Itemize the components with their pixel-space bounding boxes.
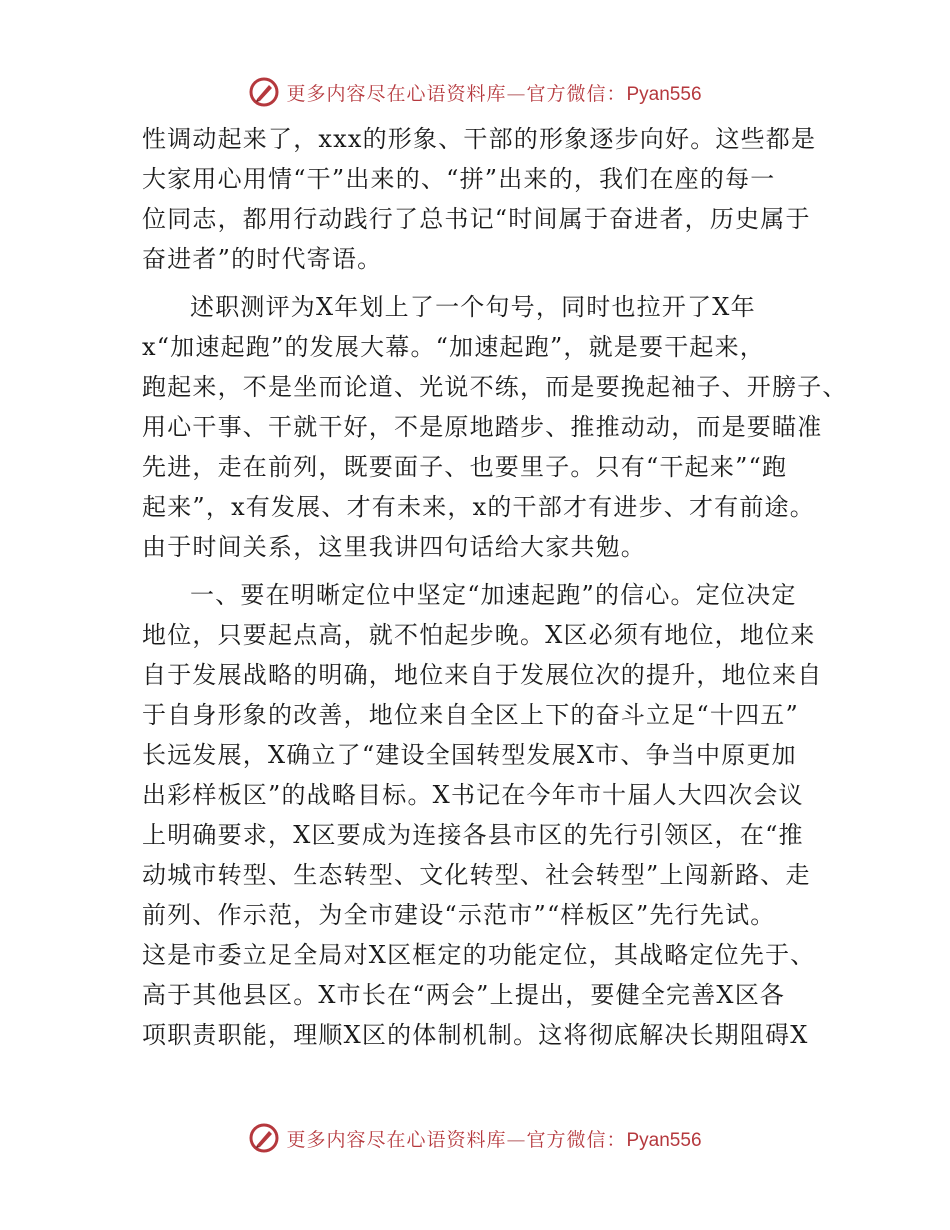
header-banner-wechat-id: Pyan556	[626, 83, 702, 105]
paragraph-line: 前列、作示范，为全市建设“示范市”“样板区”先行先试。	[142, 901, 776, 929]
paragraph-line: 自于发展战略的明确，地位来自于发展位次的提升，地位来自	[142, 661, 823, 689]
header-banner-suffix: 官方微信：	[526, 82, 627, 105]
footer-banner-text	[286, 1125, 701, 1152]
footer-banner	[0, 1118, 950, 1158]
document-body	[142, 119, 848, 1055]
paragraph-line: 性调动起来了，xxx的形象、干部的形象逐步向好。这些都是	[142, 125, 817, 153]
paragraph-line: 一、要在明晰定位中坚定“加速起跑”的信心。定位决定	[190, 581, 797, 609]
paragraph-line: 跑起来，不是坐而论道、光说不练，而是要挽起袖子、开膀子、	[142, 373, 848, 401]
paragraph-line: 大家用心用情“干”出来的、“拼”出来的，我们在座的每一	[142, 165, 776, 193]
paragraph-line: 由于时间关系，这里我讲四句话给大家共勉。	[142, 533, 646, 561]
paragraph-line: 项职责职能，理顺X区的体制机制。这将彻底解决长期阻碍X	[142, 1021, 809, 1049]
header-banner-separator: —	[506, 82, 527, 105]
paragraph-line: 起来”，x有发展、才有未来，x的干部才有进步、才有前途。	[142, 493, 815, 521]
header-banner-title: 更多内容尽在心语资料库	[286, 82, 507, 105]
footer-banner-title: 更多内容尽在心语资料库	[286, 1128, 507, 1151]
paragraph-line: 动城市转型、生态转型、文化转型、社会转型”上闯新路、走	[142, 861, 811, 889]
paragraph-line: 上明确要求，X区要成为连接各县市区的先行引领区，在“推	[142, 821, 804, 849]
paragraph-line: 长远发展，X确立了“建设全国转型发展X市、争当中原更加	[142, 741, 797, 769]
footer-banner-wechat-id: Pyan556	[626, 1129, 702, 1151]
paragraph-line: 地位，只要起点高，就不怕起步晚。X区必须有地位，地位来	[142, 621, 816, 649]
paragraph-line: x“加速起跑”的发展大幕。“加速起跑”，就是要干起来，	[142, 333, 766, 361]
paragraph-line: 出彩样板区”的战略目标。X书记在今年市十届人大四次会议	[142, 781, 804, 809]
footer-banner-suffix: 官方微信：	[526, 1128, 627, 1151]
paragraph-line: 先进，走在前列，既要面子、也要里子。只有“干起来”“跑	[142, 453, 788, 481]
paragraph-line: 述职测评为X年划上了一个句号，同时也拉开了X年	[190, 293, 756, 321]
footer-banner-separator: —	[506, 1128, 527, 1151]
paragraph-line: 于自身形象的改善，地位来自全区上下的奋斗立足“十四五”	[142, 701, 799, 729]
paragraph-3	[142, 575, 823, 1055]
paragraph-1	[142, 119, 816, 279]
header-banner	[0, 72, 950, 112]
pen-logo-icon	[248, 76, 280, 108]
header-banner-text	[286, 79, 701, 106]
paragraph-line: 用心干事、干就干好，不是原地踏步、推推动动，而是要瞄准	[142, 413, 823, 441]
paragraph-line: 奋进者”的时代寄语。	[142, 245, 383, 273]
paragraph-line: 这是市委立足全局对X区框定的功能定位，其战略定位先于、	[142, 941, 816, 969]
paragraph-line: 位同志，都用行动践行了总书记“时间属于奋进者，历史属于	[142, 205, 811, 233]
paragraph-2	[142, 287, 848, 567]
paragraph-line: 高于其他县区。X市长在“两会”上提出，要健全完善X区各	[142, 981, 786, 1009]
pen-logo-icon	[248, 1122, 280, 1154]
